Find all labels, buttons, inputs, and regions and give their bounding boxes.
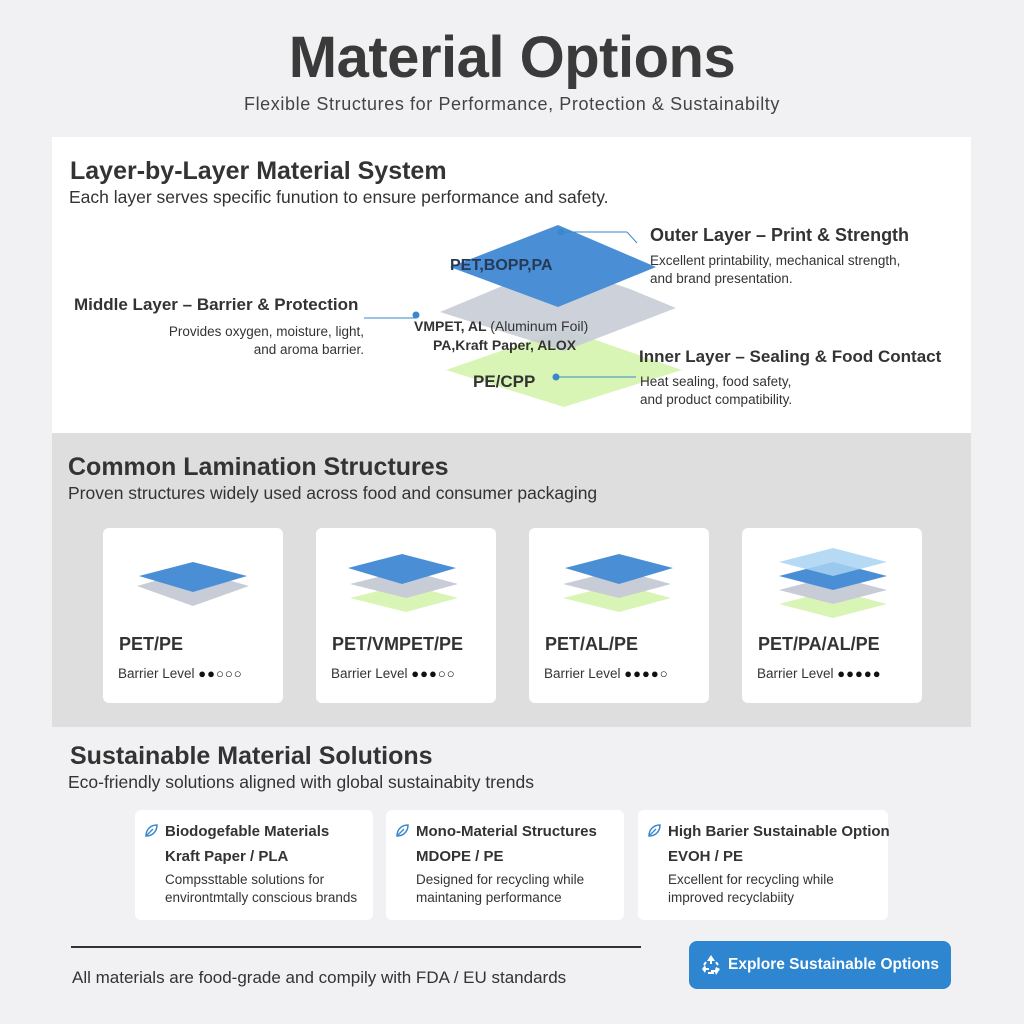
sustainable-card-desc: [165, 871, 370, 907]
sustainable-subtitle: Eco-friendly solutions aligned with global sustainabity trends: [68, 772, 534, 792]
page-subtitle: Flexible Structures for Performance, Protection & Sustainabilty: [243, 94, 781, 114]
barrier-level: [118, 666, 243, 681]
layer-system-subtitle: Each layer serves specific funution to ensure performance and safety.: [69, 187, 609, 207]
inner-layer-title: Inner Layer – Sealing & Food Contact: [639, 347, 942, 366]
sustainable-title: Sustainable Material Solutions: [70, 742, 433, 770]
barrier-level-dots: ●●●●●: [837, 666, 882, 681]
sustainable-card-heading: High Barier Sustainable Option: [668, 823, 890, 840]
middle-layer-desc-line1: Provides oxygen, moisture, light,: [168, 324, 364, 339]
lamination-subtitle: Proven structures widely used across food and consumer packaging: [68, 483, 598, 503]
lamination-title: Common Lamination Structures: [68, 453, 449, 481]
lamination-card-pet-al-pe[interactable]: [529, 528, 709, 703]
sustainable-card-desc-line1: Compssttable solutions for: [165, 872, 325, 887]
outer-stack-label: PET,BOPP,PA: [450, 257, 553, 274]
lamination-card-pet-pe[interactable]: [103, 528, 283, 703]
barrier-level: [544, 666, 669, 681]
sustainable-card-desc-line1: Excellent for recycling while: [668, 872, 834, 887]
explore-sustainable-button[interactable]: [689, 941, 951, 989]
layer-system-panel: [52, 137, 971, 433]
leaf-icon: [646, 823, 662, 839]
sustainable-card-material: Kraft Paper / PLA: [165, 848, 289, 865]
sustainable-card-material: MDOPE / PE: [416, 848, 504, 865]
middle-stack-label: [414, 318, 588, 334]
sustainable-card-mono-material[interactable]: [386, 810, 624, 920]
sustainable-card-desc-line2: improved recyclabiity: [668, 890, 795, 905]
barrier-level: [331, 666, 456, 681]
lamination-card-pet-vmpet-pe[interactable]: [316, 528, 496, 703]
sustainable-card-heading: Biodogefable Materials: [165, 823, 330, 840]
middle-layer-desc: [112, 323, 364, 359]
recycle-icon: [699, 953, 723, 977]
lamination-card-pet-pa-al-pe[interactable]: [742, 528, 922, 703]
lamination-name: PET/VMPET/PE: [332, 634, 464, 654]
barrier-level-label: Barrier Level: [118, 666, 195, 681]
outer-layer-desc-line1: Excellent printability, mechanical strength,: [650, 253, 901, 268]
stack-icon: [316, 528, 496, 628]
sustainable-card-material: EVOH / PE: [668, 848, 744, 865]
outer-callout-dot: [558, 229, 565, 236]
inner-layer-desc: [640, 373, 792, 409]
inner-layer-desc-line2: and product compatibility.: [640, 392, 793, 407]
sustainable-card-desc: [416, 871, 621, 907]
sustainable-card-heading: Mono-Material Structures: [416, 823, 597, 840]
leaf-icon: [143, 823, 159, 839]
barrier-level-label: Barrier Level: [757, 666, 834, 681]
sustainable-card-desc-line2: maintaning performance: [416, 890, 562, 905]
middle-layer-title: Middle Layer – Barrier & Protection: [74, 295, 359, 314]
lamination-name: PET/AL/PE: [545, 634, 639, 654]
compliance-note: All materials are food-grade and compily with FDA / EU standards: [72, 968, 567, 987]
barrier-level-label: Barrier Level: [544, 666, 621, 681]
middle-layer-desc-line2: and aroma barrier.: [253, 342, 364, 357]
outer-layer-title: Outer Layer – Print & Strength: [650, 225, 910, 245]
outer-layer-desc: [650, 252, 900, 288]
stack-icon: [103, 528, 283, 628]
lamination-name: PET/PA/AL/PE: [758, 634, 880, 654]
stack-icon: [742, 528, 922, 628]
middle-stack-label-2: PA,Kraft Paper, ALOX: [433, 337, 577, 353]
inner-stack-label: PE/CPP: [473, 372, 536, 391]
inner-layer-desc-line1: Heat sealing, food safety,: [640, 374, 792, 389]
page-title: Material Options: [288, 25, 736, 90]
sustainable-card-desc-line2: environtmtally conscious brands: [165, 890, 358, 905]
leaf-icon: [394, 823, 410, 839]
footer-divider: [71, 946, 641, 948]
barrier-level: [757, 666, 882, 681]
barrier-level-dots: ●●●○○: [411, 666, 456, 681]
sustainable-card-biodegradable[interactable]: [135, 810, 373, 920]
stack-icon: [529, 528, 709, 628]
middle-stack-label-bold: VMPET, AL: [414, 318, 487, 334]
explore-sustainable-button-label: Explore Sustainable Options: [728, 956, 940, 973]
barrier-level-dots: ●●○○○: [198, 666, 243, 681]
barrier-level-dots: ●●●●○: [624, 666, 669, 681]
middle-stack-label-note: (Aluminum Foil): [490, 318, 589, 334]
barrier-level-label: Barrier Level: [331, 666, 408, 681]
inner-callout-dot: [553, 374, 560, 381]
sustainable-card-desc: [668, 871, 873, 907]
lamination-panel: [52, 433, 971, 727]
sustainable-card-high-barrier[interactable]: [638, 810, 888, 920]
lamination-name: PET/PE: [119, 634, 184, 654]
layer-system-title: Layer-by-Layer Material System: [70, 157, 447, 185]
outer-layer-desc-line2: and brand presentation.: [650, 271, 793, 286]
sustainable-card-desc-line1: Designed for recycling while: [416, 872, 585, 887]
